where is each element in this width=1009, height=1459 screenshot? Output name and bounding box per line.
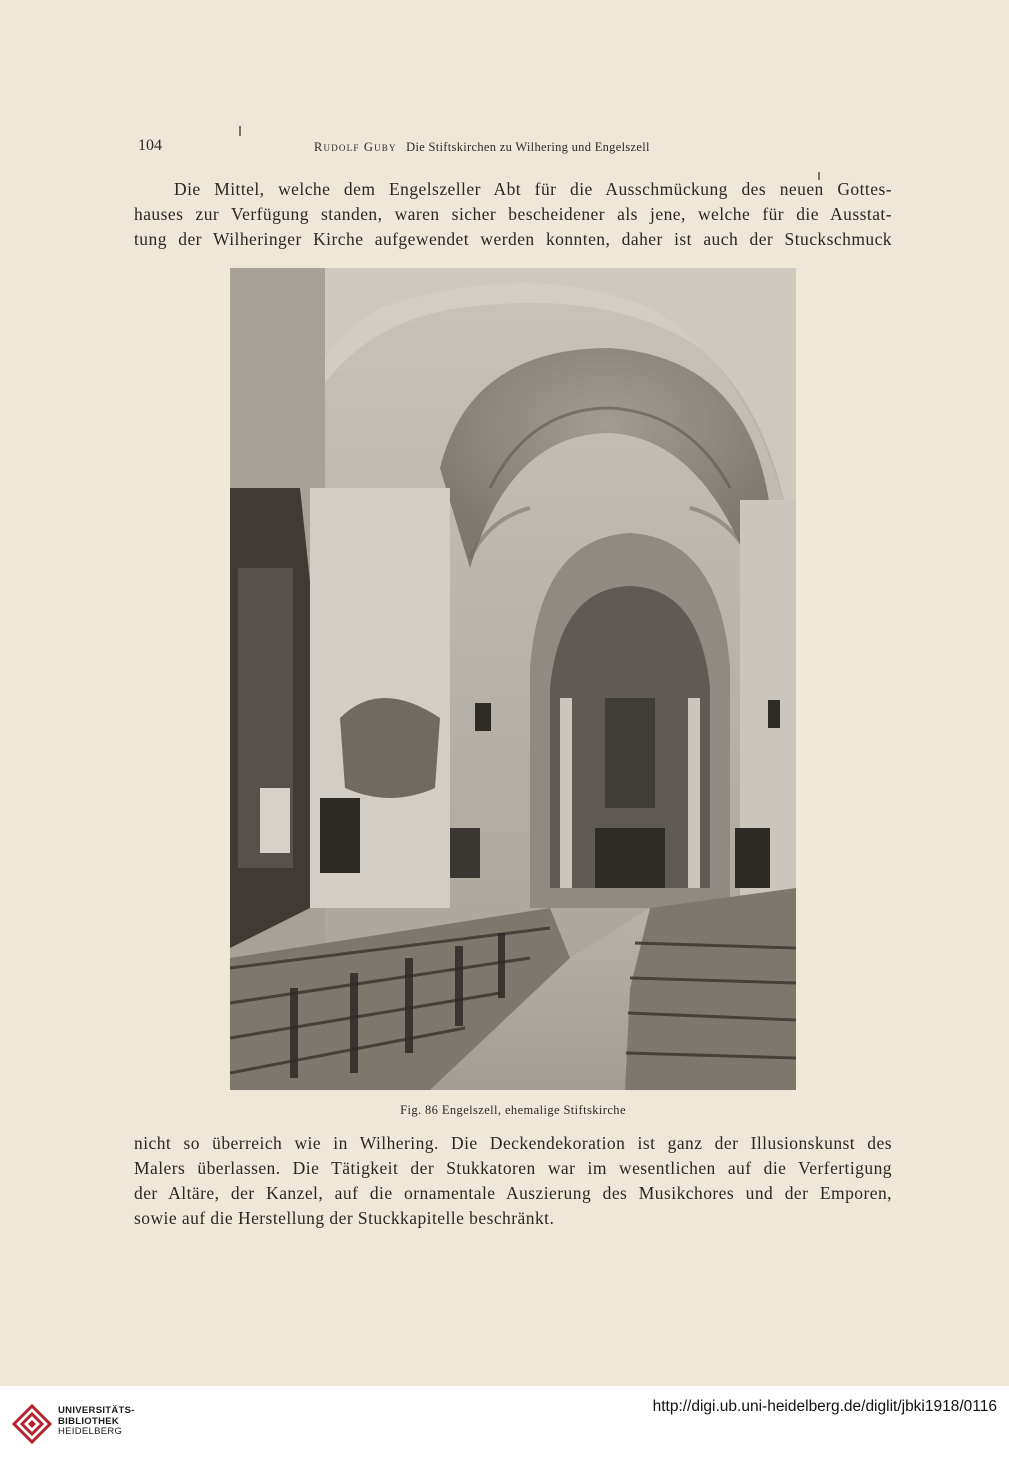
library-name-line: BIBLIOTHEK <box>58 1415 120 1427</box>
text-line: Malers überlassen. Die Tätigkeit der Stukkatoren war im wesentlichen auf die Verfertigung <box>134 1158 892 1178</box>
paragraph-bottom <box>134 1131 892 1231</box>
church-interior-photograph <box>230 268 796 1090</box>
text-line: hauses zur Verfügung standen, waren sicher bescheidener als jene, welche für die Ausstat- <box>134 204 892 224</box>
running-title-text: Die Stiftskirchen zu Wilhering und Engelszell <box>406 140 650 154</box>
library-name-line: UNIVERSITÄTS- <box>58 1405 135 1416</box>
church-interior-photo-drawing <box>230 268 796 1090</box>
running-header <box>134 137 894 159</box>
source-url-link[interactable]: http://digi.ub.uni-heidelberg.de/diglit/jbki1918/0116 <box>652 1398 997 1415</box>
text-line: Die Mittel, welche dem Engelszeller Abt für die Ausschmückung des neuen Gottes- <box>174 179 892 199</box>
library-name <box>58 1406 135 1438</box>
ink-mark <box>239 126 241 136</box>
page-number: 104 <box>138 137 162 154</box>
text-line: sowie auf die Herstellung der Stuckkapitelle beschränkt. <box>134 1208 555 1228</box>
running-author: Rudolf Guby <box>314 140 397 154</box>
paragraph-top <box>134 177 892 252</box>
text-line: nicht so überreich wie in Wilhering. Die Deckendekoration ist ganz der Illusionskunst des <box>134 1133 892 1153</box>
library-logo-icon <box>12 1404 52 1444</box>
library-name-line: HEIDELBERG <box>58 1426 123 1437</box>
digitization-footer <box>0 1386 1009 1459</box>
text-line: tung der Wilheringer Kirche aufgewendet werden konnten, daher ist auch der Stuckschmuck <box>134 229 892 249</box>
running-title <box>314 140 650 155</box>
text-line: der Altäre, der Kanzel, auf die ornamentale Auszierung des Musikchores und der Emporen, <box>134 1183 892 1203</box>
figure-caption: Fig. 86 Engelszell, ehemalige Stiftskirche <box>400 1103 626 1117</box>
